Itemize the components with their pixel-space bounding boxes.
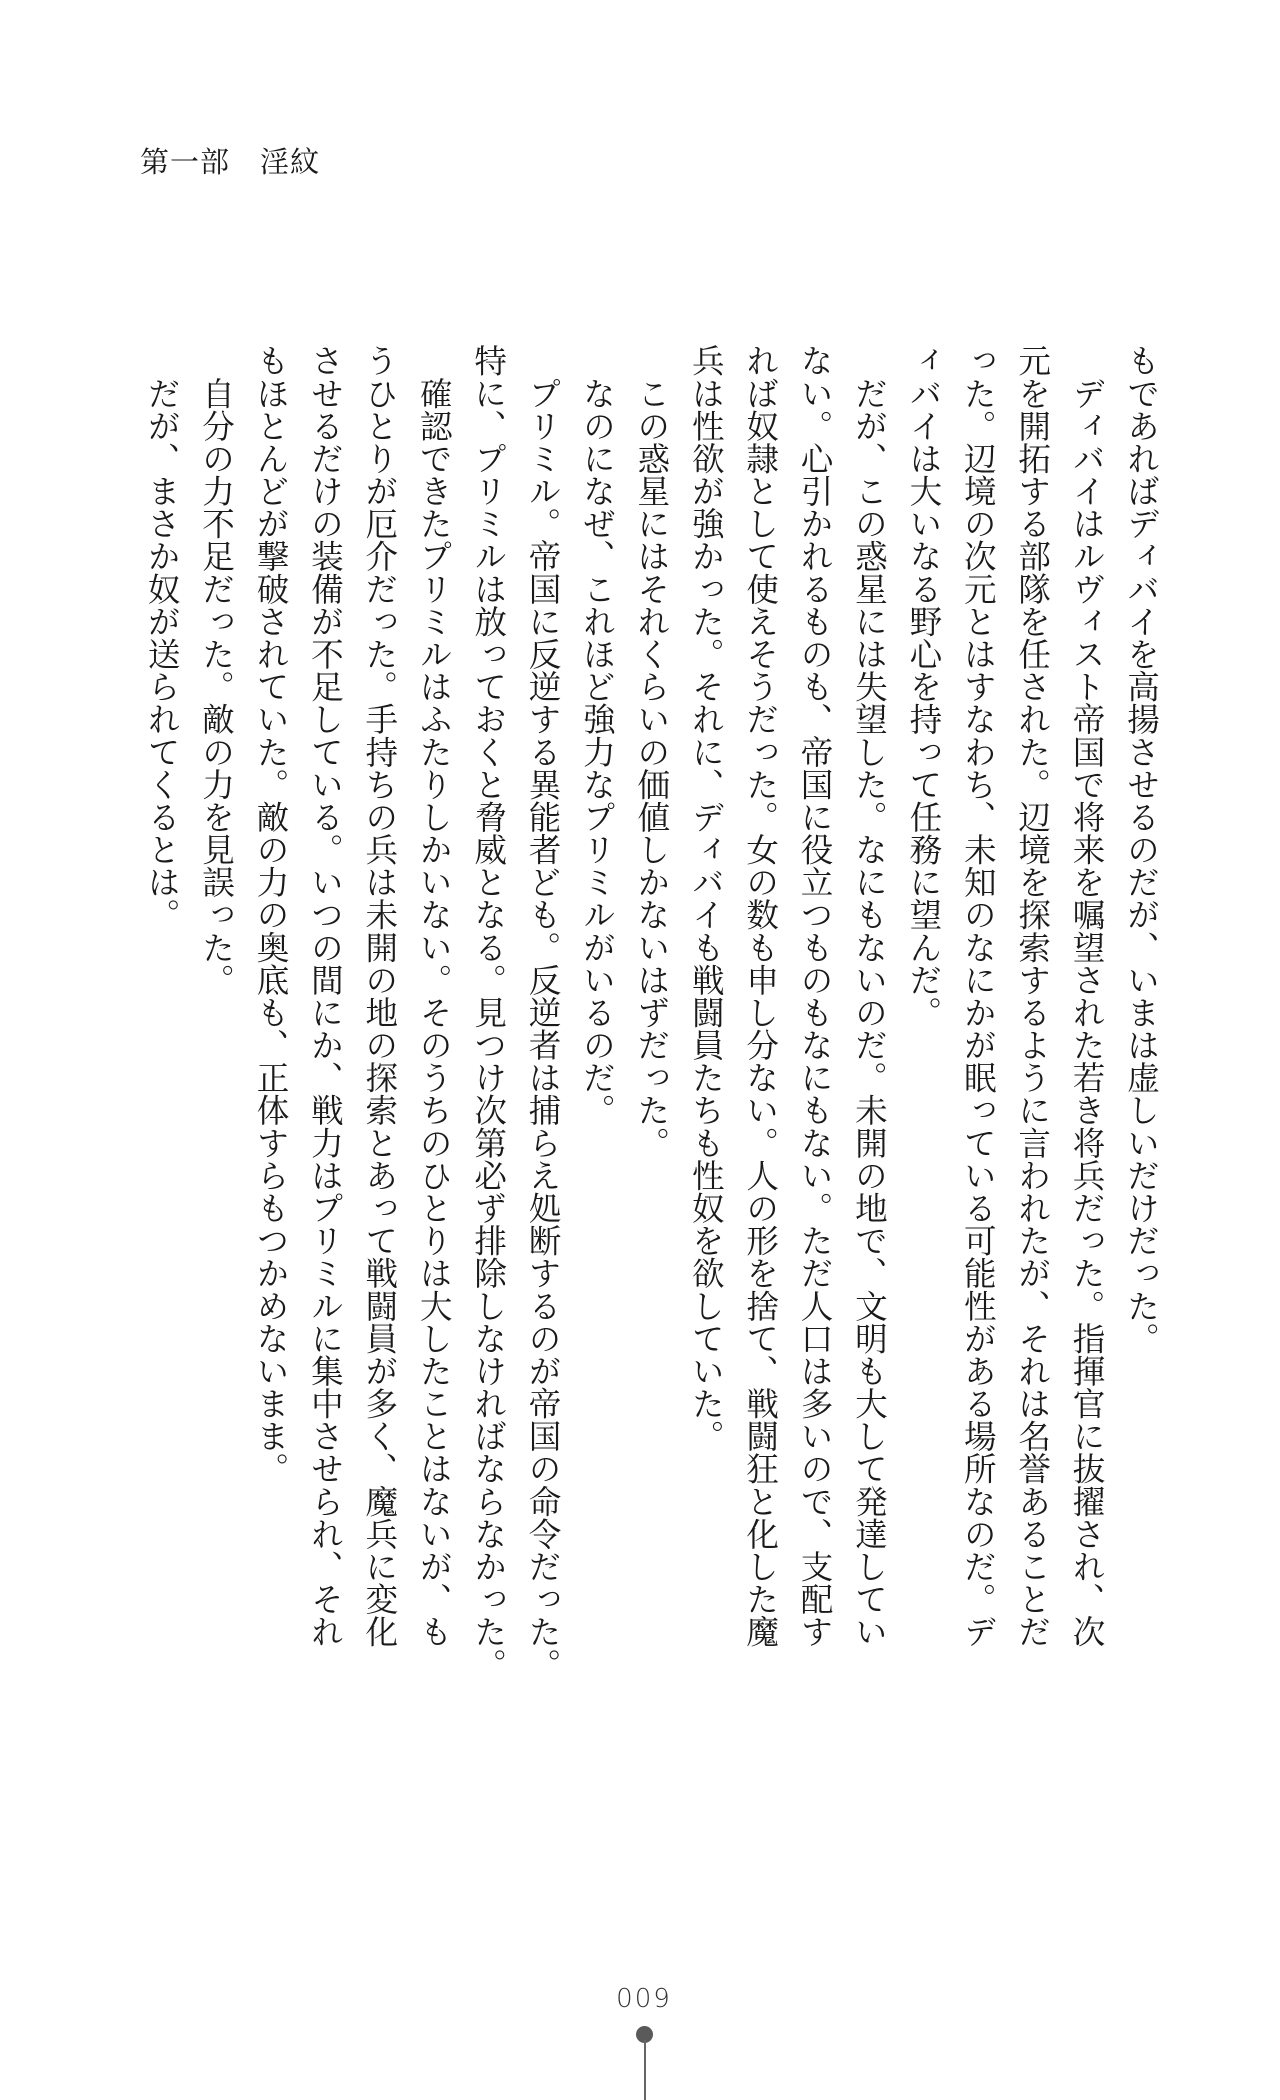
text-line: ディバイはルヴィスト帝国で将来を嘱望された若き将兵だった。指揮官に抜擢され、次 xyxy=(1067,344,1106,1648)
text-line: ない。心引かれるものも、帝国に役立つものもなにもない。ただ人口は多いので、支配す xyxy=(795,344,834,1648)
text-line: もほとんどが撃破されていた。敵の力の奥底も、正体すらもつかめないまま。 xyxy=(251,344,290,1485)
text-line: だが、まさか奴が送られてくるとは。 xyxy=(142,344,181,931)
page-number: 009 xyxy=(616,1984,672,2014)
text-line: この惑星にはそれくらいの価値しかないはずだった。 xyxy=(632,344,671,1159)
text-line: させるだけの装備が不足している。いつの間にか、戦力はプリミルに集中させられ、それ xyxy=(305,344,344,1648)
text-line: うひとりが厄介だった。手持ちの兵は未開の地の探索とあって戦闘員が多く、魔兵に変化 xyxy=(360,344,399,1648)
text-line: だが、この惑星には失望した。なにもないのだ。未開の地で、文明も大して発達してい xyxy=(849,344,888,1648)
text-line: った。辺境の次元とはすなわち、未知のなにかが眠っている可能性がある場所なのだ。デ xyxy=(958,344,997,1648)
vertical-body-text xyxy=(134,344,1168,1681)
text-line: ィバイは大いなる野心を持って任務に望んだ。 xyxy=(904,344,943,1029)
page-marker-line xyxy=(644,2040,646,2100)
text-line: 特に、プリミルは放っておくと脅威となる。見つけ次第必ず排除しなければならなかった。 xyxy=(469,344,508,1681)
text-line: 兵は性欲が強かった。それに、ディバイも戦闘員たちも性奴を欲していた。 xyxy=(686,344,725,1453)
text-line: 確認できたプリミルはふたりしかいない。そのうちのひとりは大したことはないが、も xyxy=(414,344,453,1648)
text-line: プリミル。帝国に反逆する異能者ども。反逆者は捕らえ処断するのが帝国の命令だった。 xyxy=(523,344,562,1681)
text-line: なのになぜ、これほど強力なプリミルがいるのだ。 xyxy=(577,344,616,1127)
text-line: 元を開拓する部隊を任された。辺境を探索するように言われたが、それは名誉あることだ xyxy=(1013,344,1052,1648)
text-line: もであればディバイを高揚させるのだが、いまは虚しいだけだった。 xyxy=(1122,344,1160,1355)
running-header: 第一部 淫紋 xyxy=(140,145,321,179)
text-line: 自分の力不足だった。敵の力を見誤った。 xyxy=(197,344,236,996)
text-line: れば奴隷として使えそうだった。女の数も申し分ない。人の形を捨て、戦闘狂と化した魔 xyxy=(741,344,780,1648)
